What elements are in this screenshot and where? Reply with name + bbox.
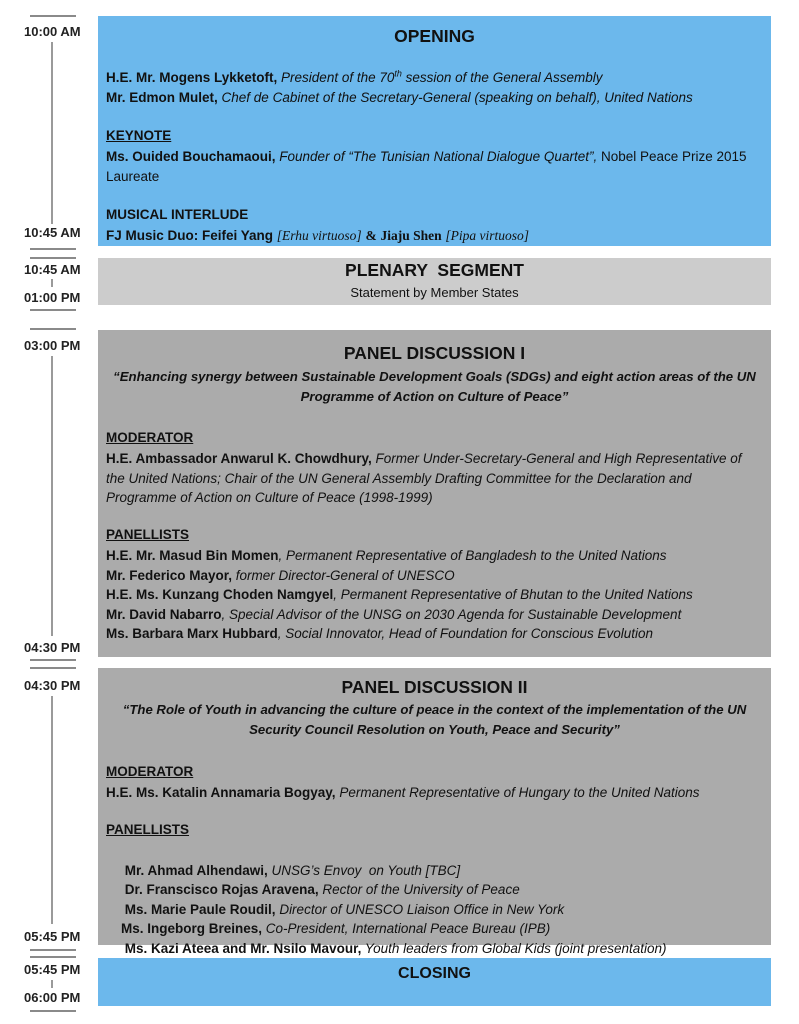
panel2-moderator — [106, 783, 761, 803]
performer-2: Jiaju Shen — [380, 228, 442, 243]
panellist: H.E. Mr. Masud Bin Momen, Permanent Representative of Bangladesh to the United Nations — [106, 548, 667, 563]
ampersand: & — [365, 228, 377, 243]
panel1-title: PANEL DISCUSSION I — [343, 343, 526, 363]
instrument-2: [Pipa virtuoso] — [445, 228, 530, 243]
panel1-theme: “Enhancing synergy between Sustainable Development Goals (SDGs) and eight action areas of the UN Programme of Action on Culture of Peace” — [113, 369, 756, 404]
opening-time-start: 10:00 AM — [24, 24, 81, 39]
timeline-tick — [30, 309, 76, 311]
timeline-tick — [30, 328, 76, 330]
speaker-role: Chef de Cabinet of the Secretary-General (speaking on behalf), United Nations — [221, 90, 693, 105]
instrument-1: [Erhu virtuoso] — [276, 228, 362, 243]
closing-time-start: 05:45 PM — [24, 962, 81, 977]
plenary-time-start: 10:45 AM — [24, 262, 81, 277]
timeline-line — [51, 696, 53, 924]
keynote-heading: KEYNOTE — [106, 128, 172, 143]
panel2-time-end: 05:45 PM — [24, 929, 81, 944]
panel2-theme: “The Role of Youth in advancing the culture of peace in the context of the implementation of the UN Security Council Resolution on Youth, Peace and Security” — [122, 702, 747, 737]
moderator-role: Permanent Representative of Hungary to the United Nations — [335, 785, 700, 800]
duo-name: FJ Music Duo: Feifei Yang — [106, 228, 274, 243]
panel2-section — [98, 668, 771, 956]
moderator-role: Former Under-Secretary-General and High Representative of the United Nations; Chair of the UN General Assembly Drafting Committee for the Declaration and Programme of Action on Culture of Peace (1998-1999) — [106, 451, 742, 505]
timeline-tick — [30, 248, 76, 250]
panellist: Mr. Federico Mayor, former Director-General of UNESCO — [106, 567, 455, 583]
interlude-heading: MUSICAL INTERLUDE — [106, 207, 249, 222]
panel2-time-start: 04:30 PM — [24, 678, 81, 693]
timeline-tick — [30, 15, 76, 17]
interlude-performers — [106, 226, 761, 246]
panellist: H.E. Ms. Kunzang Choden Namgyel, Permanent Representative of Bhutan to the United Nations — [106, 587, 693, 602]
panel1-moderator — [106, 449, 761, 508]
keynote-speaker — [106, 147, 761, 186]
timeline-line — [51, 980, 53, 988]
panellist: Ms. Ingeborg Breines, Co-President, International Peace Bureau (IPB) — [121, 921, 551, 936]
speaker-name: H.E. Mr. Mogens Lykketoft, — [106, 70, 278, 85]
timeline-line — [51, 356, 53, 636]
panel2-panellists-heading: PANELLISTS — [106, 822, 190, 837]
timeline-line — [51, 279, 53, 287]
speaker-role: President of the 70th session of the General Assembly — [281, 68, 603, 85]
timeline-line — [51, 42, 53, 224]
timeline-tick — [30, 659, 76, 661]
panellist: Ms. Barbara Marx Hubbard, Social Innovator, Head of Foundation for Conscious Evolution — [106, 626, 654, 641]
timeline-tick — [30, 667, 76, 669]
panellist: Ms. Marie Paule Roudil, Director of UNESCO Liaison Office in New York — [121, 901, 565, 917]
panellist: Mr. Ahmad Alhendawi, UNSG’s Envoy on Youth [TBC] — [121, 862, 461, 878]
closing-section — [98, 958, 771, 1006]
speaker-name: Mr. Edmon Mulet, — [106, 90, 218, 105]
panellist: Dr. Franscisco Rojas Aravena, Rector of the University of Peace — [121, 882, 520, 897]
plenary-subtitle: Statement by Member States — [350, 285, 519, 300]
opening-speaker-1 — [106, 68, 761, 88]
panellist: Ms. Kazi Ateea and Mr. Nsilo Mavour, Youth leaders from Global Kids (joint presentation) — [121, 940, 667, 956]
timeline-tick — [30, 956, 76, 958]
opening-title: OPENING — [394, 26, 475, 46]
closing-title: CLOSING — [398, 965, 471, 982]
panel2-title: PANEL DISCUSSION II — [341, 677, 528, 697]
opening-time-end: 10:45 AM — [24, 225, 81, 240]
timeline-tick — [30, 257, 76, 259]
plenary-section — [98, 258, 771, 305]
plenary-title: PLENARY SEGMENT — [345, 260, 524, 280]
timeline-tick — [30, 949, 76, 951]
timeline-tick — [30, 1010, 76, 1012]
speaker-award: Nobel Peace Prize 2015 Laureate — [106, 149, 747, 184]
moderator-name: H.E. Ms. Katalin Annamaria Bogyay, — [106, 785, 336, 800]
speaker-role: Founder of “The Tunisian National Dialogue Quartet”, — [279, 149, 598, 164]
closing-time-end: 06:00 PM — [24, 990, 81, 1005]
panel1-section — [98, 330, 771, 657]
panellist: Mr. David Nabarro, Special Advisor of the UNSG on 2030 Agenda for Sustainable Development — [106, 606, 682, 622]
speaker-name: Ms. Ouided Bouchamaoui, — [106, 149, 276, 164]
panel1-panellists-heading: PANELLISTS — [106, 527, 190, 542]
moderator-name: H.E. Ambassador Anwarul K. Chowdhury, — [106, 451, 372, 466]
panel2-moderator-heading: MODERATOR — [106, 764, 194, 779]
opening-speaker-2 — [106, 88, 761, 108]
panel1-moderator-heading: MODERATOR — [106, 430, 194, 445]
opening-section — [98, 16, 771, 246]
panel1-time-start: 03:00 PM — [24, 338, 81, 353]
plenary-time-end: 01:00 PM — [24, 290, 81, 305]
panel1-time-end: 04:30 PM — [24, 640, 81, 655]
